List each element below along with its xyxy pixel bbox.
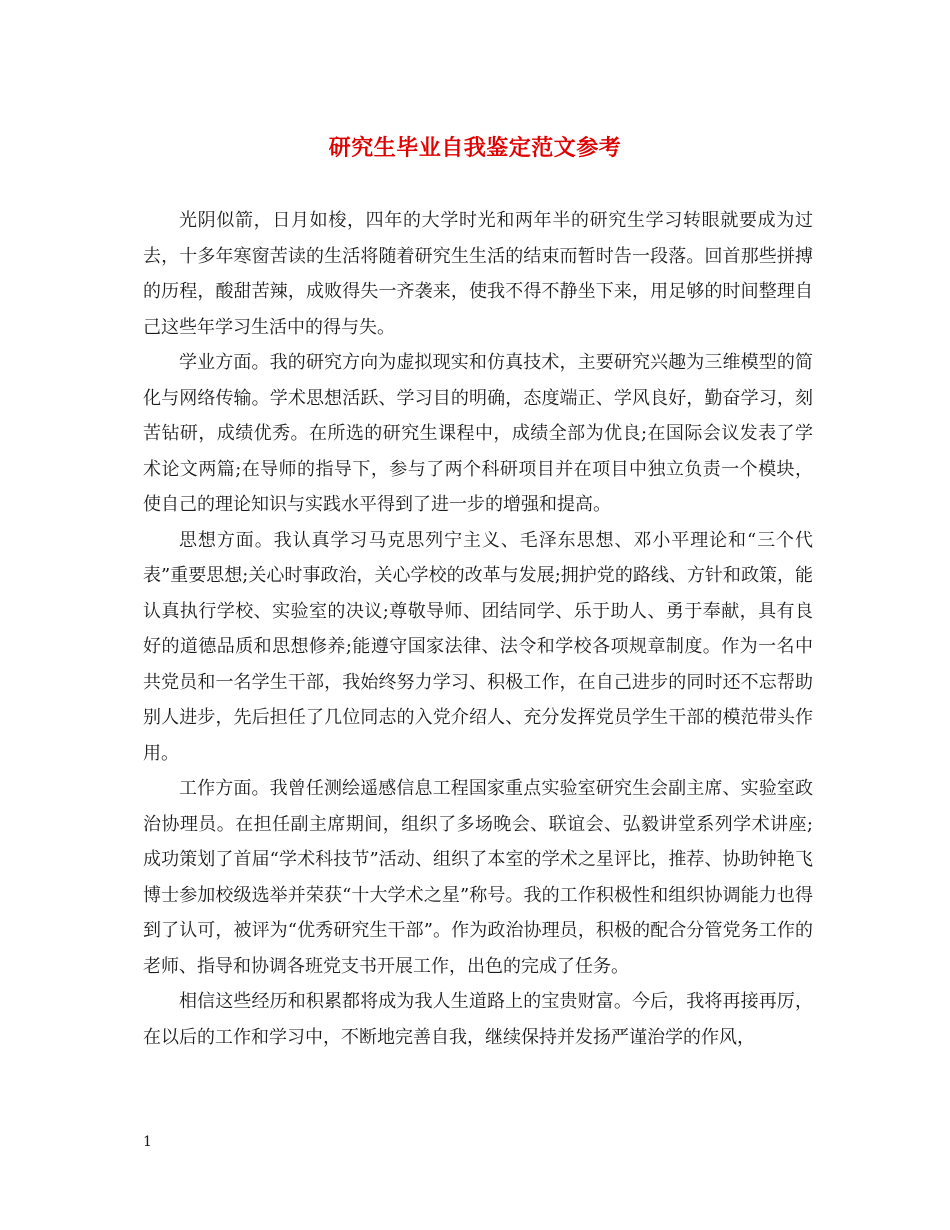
paragraph-work: 工作方面。我曾任测绘遥感信息工程国家重点实验室研究生会副主席、实验室政治协理员。在担任副主席期间，组织了多场晚会、联谊会、弘毅讲堂系列学术讲座;成功策划了首届“学术科技节”活动、组织了本室的学术之星评比，推荐、协助钟艳飞博士参加校级选举并荣获“十大学术之星”称号。我的工作积极性和组织协调能力也得到了认可，被评为“优秀研究生干部”。作为政治协理员，积极的配合分管党务工作的老师、指导和协调各班党支书开展工作，出色的完成了任务。 (143, 778, 813, 977)
paragraph-conclusion: 相信这些经历和积累都将成为我人生道路上的宝贵财富。今后，我将再接再厉，在以后的工作和学习中，不断地完善自我，继续保持并发扬严谨治学的作风， (143, 991, 813, 1048)
paragraph-ideology: 思想方面。我认真学习马克思列宁主义、毛泽东思想、邓小平理论和“三个代表”重要思想;关心时事政治，关心学校的改革与发展;拥护党的路线、方针和政策，能认真执行学校、实验室的决议;尊敬导师、团结同学、乐于助人、勇于奉献，具有良好的道德品质和思想修养;能遵守国家法律、法令和学校各项规章制度。作为一名中共党员和一名学生干部，我始终努力学习、积极工作，在自己进步的同时还不忘帮助别人进步，先后担任了几位同志的入党介绍人、充分发挥党员学生干部的模范带头作用。 (143, 529, 813, 764)
paragraph-academics: 学业方面。我的研究方向为虚拟现实和仿真技术，主要研究兴趣为三维模型的简化与网络传输。学术思想活跃、学习目的明确，态度端正、学风良好，勤奋学习，刻苦钻研，成绩优秀。在所选的研究生课程中，成绩全部为优良;在国际会议发表了学术论文两篇;在导师的指导下，参与了两个科研项目并在项目中独立负责一个模块，使自己的理论知识与实践水平得到了进一步的增强和提高。 (143, 352, 813, 515)
paragraph-intro: 光阴似箭，日月如梭，四年的大学时光和两年半的研究生学习转眼就要成为过去，十多年寒窗苦读的生活将随着研究生生活的结束而暂时告一段落。回首那些拼搏的历程，酸甜苦辣，成败得失一齐袭来，使我不得不静坐下来，用足够的时间整理自己这些年学习生活中的得与失。 (143, 210, 813, 338)
document-body (143, 203, 813, 1055)
page-number: 1 (143, 1134, 152, 1150)
document-title: 研究生毕业自我鉴定范文参考 (328, 135, 622, 161)
